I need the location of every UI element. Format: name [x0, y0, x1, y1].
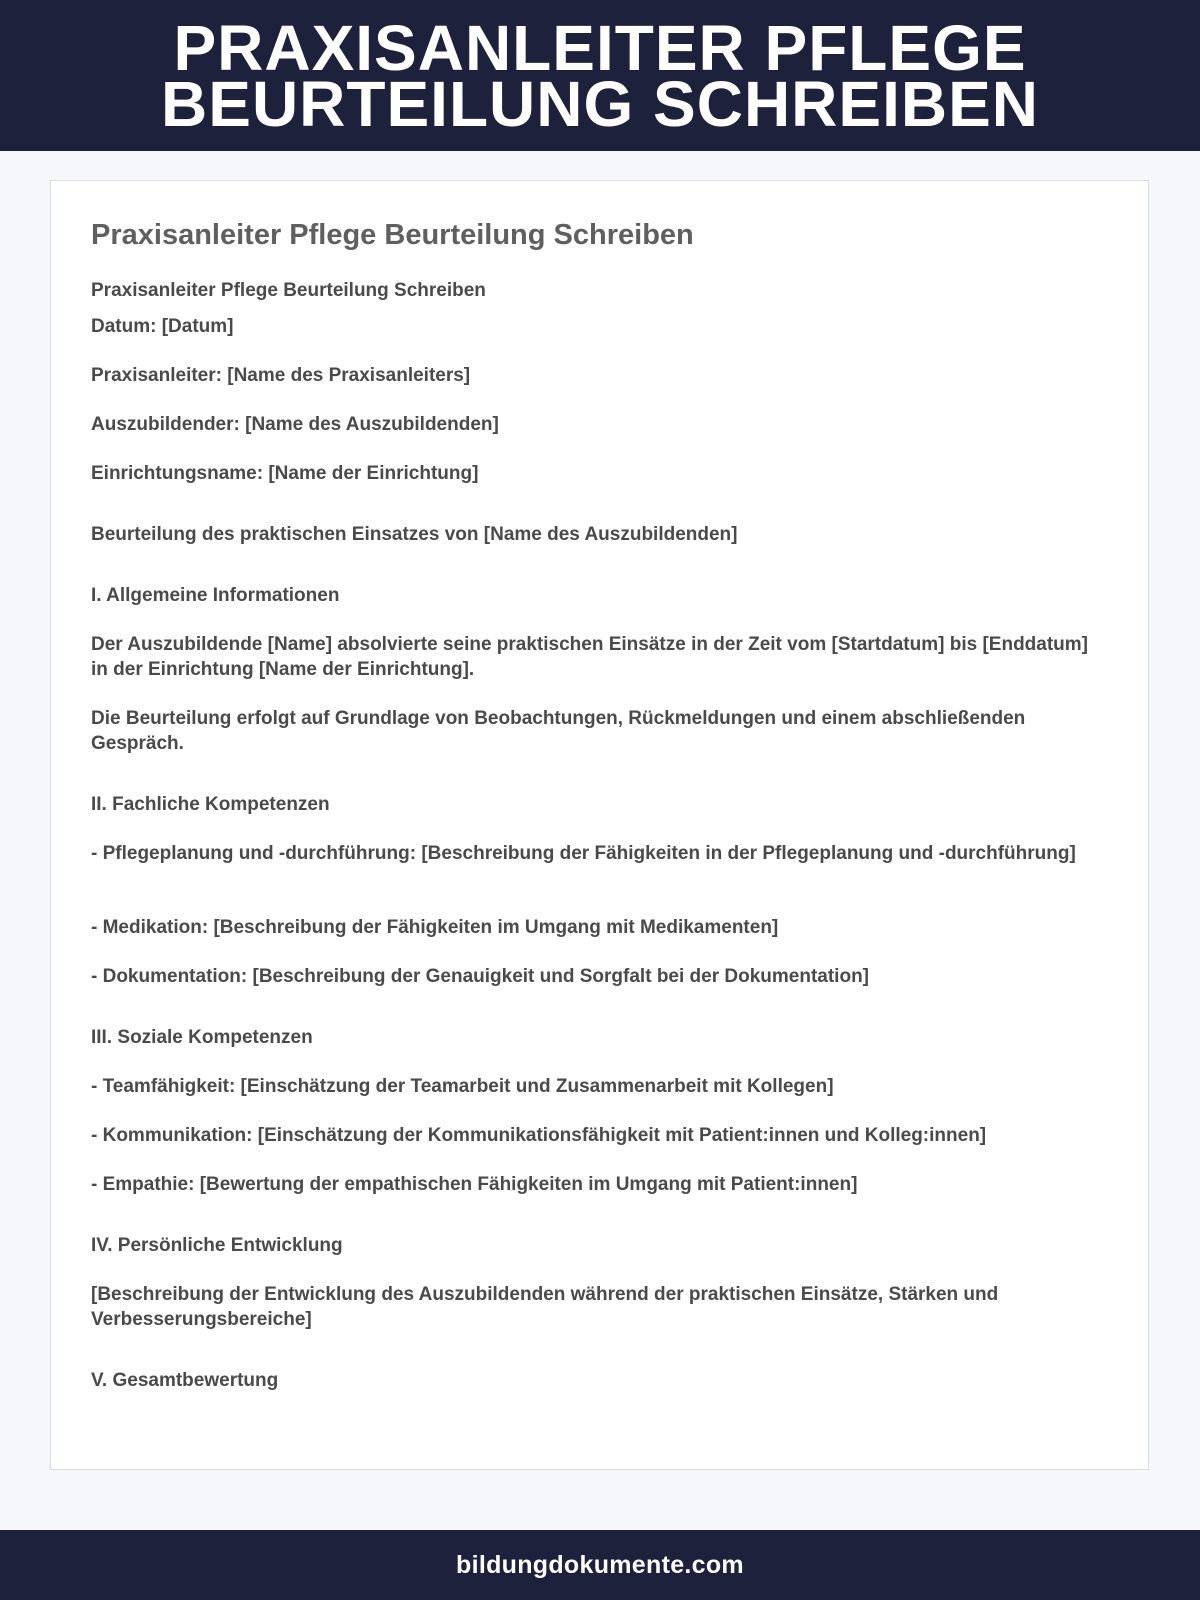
- list-item-empathy: - Empathie: [Bewertung der empathischen Fähigkeiten im Umgang mit Patient:innen]: [91, 1174, 858, 1195]
- trainee-field: Auszubildender: [Name des Auszubildenden]: [91, 414, 499, 435]
- document-heading: Praxisanleiter Pflege Beurteilung Schreiben: [91, 219, 694, 251]
- title-banner: [0, 0, 1200, 151]
- paragraph-period: Der Auszubildende [Name] absolvierte seine praktischen Einsätze in der Zeit vom [Startdatum] bis [Enddatum] in der Einrichtung [Name der Einrichtung].: [91, 634, 1088, 680]
- section-heading-personal: IV. Persönliche Entwicklung: [91, 1235, 343, 1256]
- date-field: Datum: [Datum]: [91, 316, 234, 337]
- instructor-field: Praxisanleiter: [Name des Praxisanleiters]: [91, 365, 471, 386]
- document-subtitle: Praxisanleiter Pflege Beurteilung Schreiben: [91, 280, 486, 301]
- section-heading-overall: V. Gesamtbewertung: [91, 1370, 279, 1391]
- paragraph-development: [Beschreibung der Entwicklung des Auszubildenden während der praktischen Einsätze, Stärken und Verbesserungsbereiche]: [91, 1284, 999, 1330]
- list-item-care-planning: - Pflegeplanung und -durchführung: [Beschreibung der Fähigkeiten in der Pflegeplanung und -durchführung]: [91, 843, 1076, 864]
- banner-title-line-1: PRAXISANLEITER PFLEGE: [173, 11, 1027, 84]
- assessment-title: Beurteilung des praktischen Einsatzes von [Name des Auszubildenden]: [91, 524, 738, 545]
- list-item-communication: - Kommunikation: [Einschätzung der Kommunikationsfähigkeit mit Patient:innen und Kolleg:innen]: [91, 1125, 987, 1146]
- section-heading-social: III. Soziale Kompetenzen: [91, 1027, 313, 1048]
- paragraph-basis: Die Beurteilung erfolgt auf Grundlage von Beobachtungen, Rückmeldungen und einem abschließenden Gespräch.: [91, 708, 1026, 754]
- section-heading-professional: II. Fachliche Kompetenzen: [91, 794, 330, 815]
- document-card: [50, 180, 1149, 1470]
- footer-bar: [0, 1530, 1200, 1600]
- facility-field: Einrichtungsname: [Name der Einrichtung]: [91, 463, 479, 484]
- list-item-medication: - Medikation: [Beschreibung der Fähigkeiten im Umgang mit Medikamenten]: [91, 917, 779, 938]
- list-item-documentation: - Dokumentation: [Beschreibung der Genauigkeit und Sorgfalt bei der Dokumentation]: [91, 966, 869, 987]
- list-item-teamwork: - Teamfähigkeit: [Einschätzung der Teamarbeit und Zusammenarbeit mit Kollegen]: [91, 1076, 834, 1097]
- section-heading-general: I. Allgemeine Informationen: [91, 585, 340, 606]
- footer-site-link[interactable]: bildungdokumente.com: [456, 1550, 744, 1579]
- banner-title-line-2: BEURTEILUNG SCHREIBEN: [161, 67, 1039, 140]
